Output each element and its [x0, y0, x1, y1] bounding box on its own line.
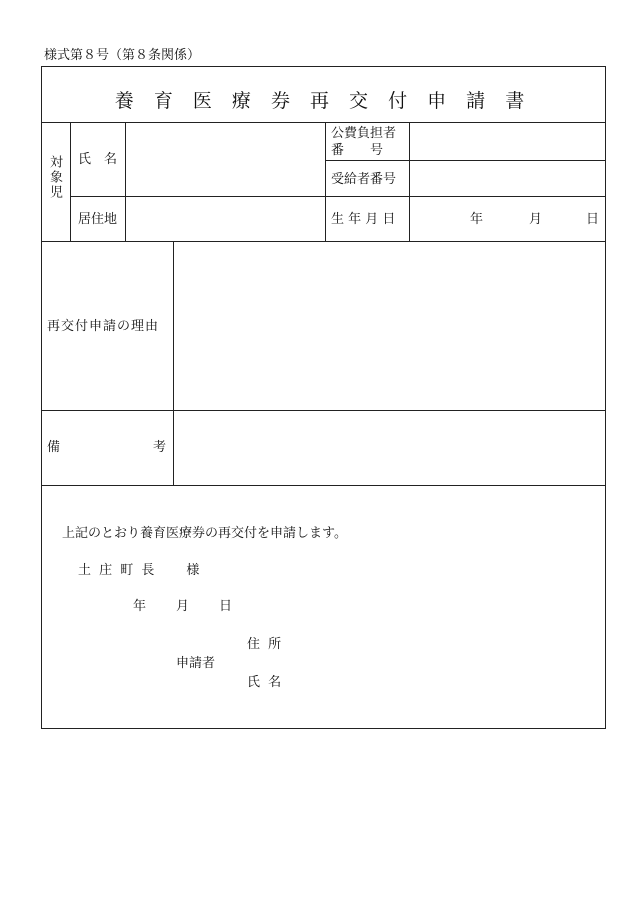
birth-date-label: 生 年 月 日 [331, 212, 396, 227]
remarks-field[interactable] [174, 411, 604, 484]
group-label-divider [70, 122, 71, 241]
public-payer-label-line1: 公費負担者 [331, 126, 397, 141]
remarks-divider [41, 485, 605, 486]
recipient-number-field[interactable] [410, 161, 604, 195]
applicant-address-label: 住 所 [247, 637, 284, 652]
remarks-label-left: 備 [47, 440, 61, 455]
date-year-unit: 年 [133, 599, 147, 614]
birth-month-unit: 月 [529, 212, 543, 227]
name-label: 氏 名 [78, 152, 118, 167]
date-day-unit: 日 [219, 599, 233, 614]
recipient-number-label: 受給者番号 [331, 172, 397, 187]
address-label: 居住地 [78, 212, 118, 227]
addressee: 土 庄 町 長 様 [78, 563, 202, 578]
right-label-divider [325, 122, 326, 241]
form-title: 養 育 医 療 券 再 交 付 申 請 書 [114, 90, 532, 112]
birth-day-unit: 日 [586, 212, 600, 227]
name-field[interactable] [126, 123, 324, 195]
remarks-label-right: 考 [153, 440, 167, 455]
reason-field[interactable] [174, 242, 604, 409]
declaration-statement: 上記のとおり養育医療券の再交付を申請します。 [62, 526, 347, 541]
form-number: 様式第８号（第８条関係） [44, 48, 201, 63]
applicant-name-label: 氏 名 [247, 675, 284, 690]
subject-group-label: 対象児 [47, 155, 62, 200]
date-month-unit: 月 [176, 599, 190, 614]
applicant-label: 申請者 [176, 656, 216, 671]
public-payer-label-line2: 番 号 [331, 143, 384, 158]
birth-year-unit: 年 [470, 212, 484, 227]
address-field[interactable] [126, 197, 324, 240]
public-payer-number-field[interactable] [410, 123, 604, 159]
reason-label: 再交付申請の理由 [47, 319, 160, 334]
